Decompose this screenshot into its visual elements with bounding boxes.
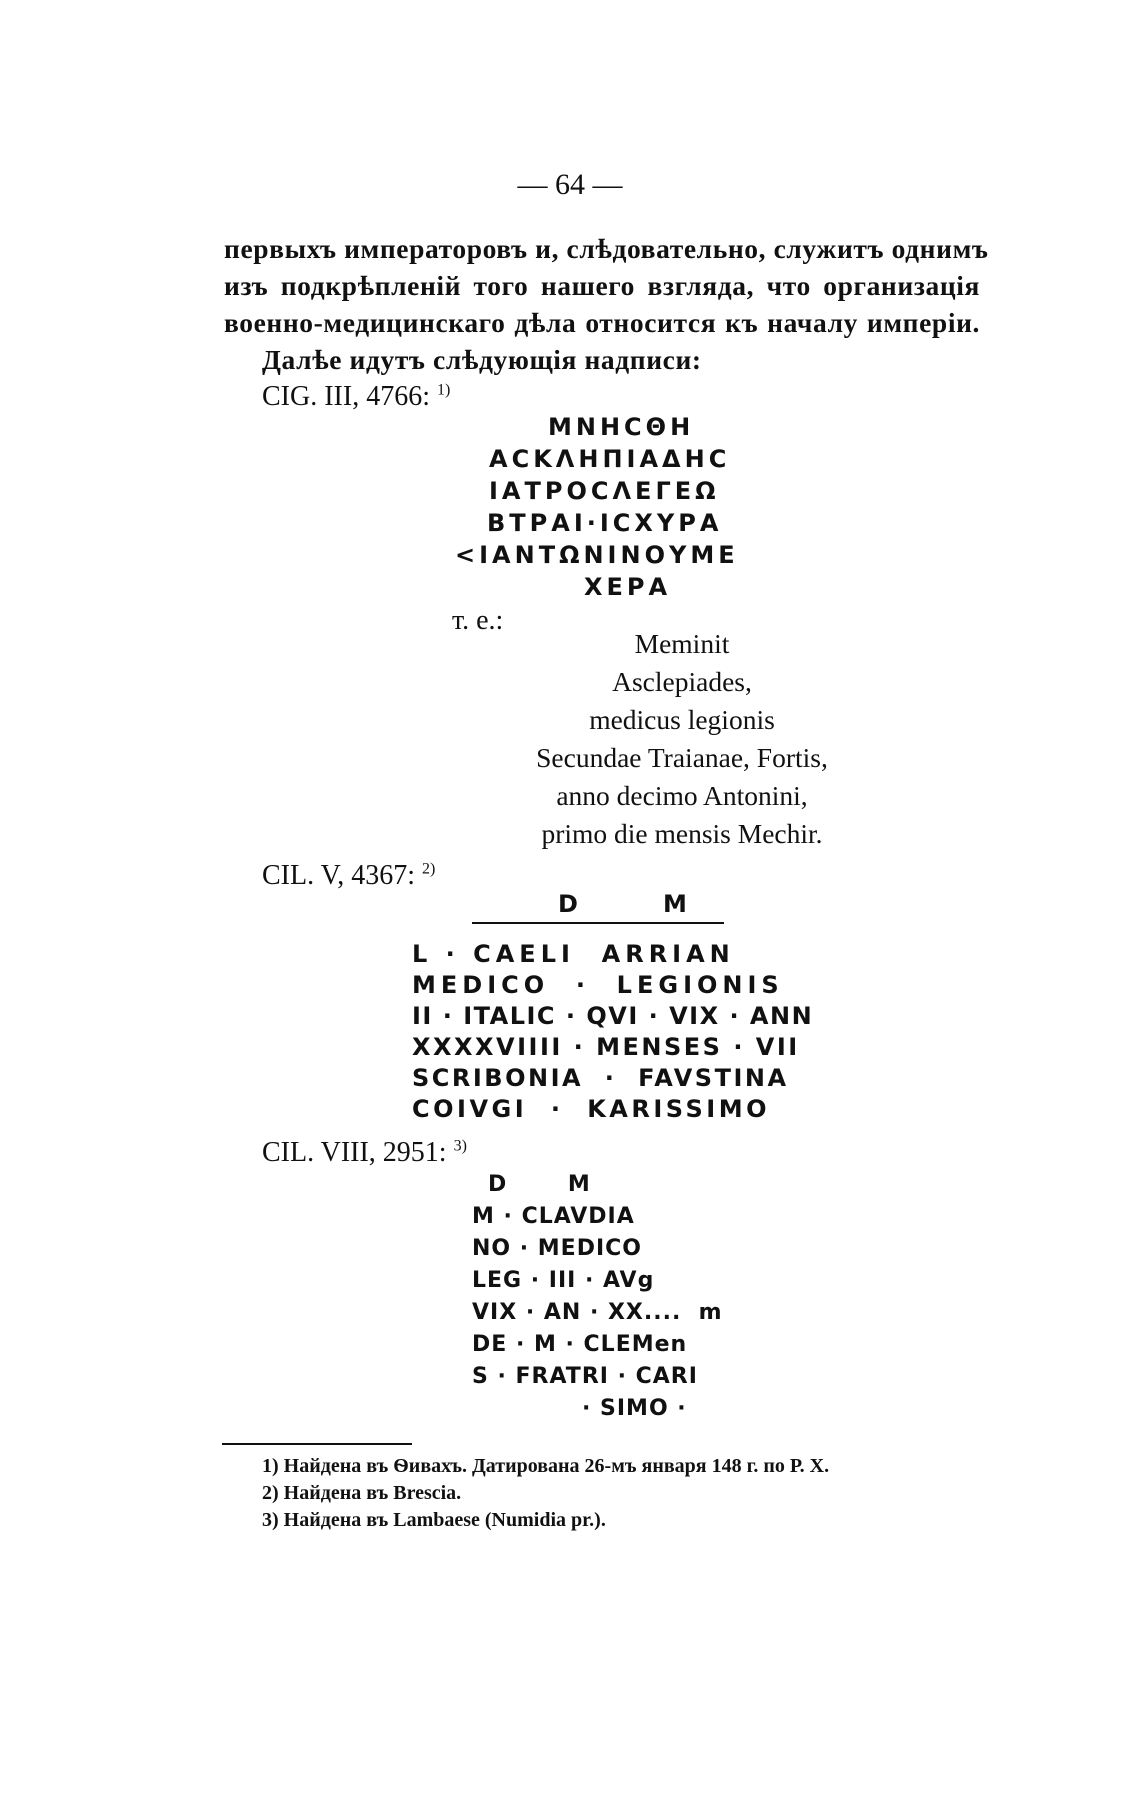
- inscription-reference: CIL. V, 4367:: [262, 860, 415, 891]
- inscription-heading: [262, 860, 435, 892]
- inscription-line: MEDICO · LEGIONIS: [412, 971, 784, 999]
- inscription-line: II · ITALIC · QVI · VIX · ANN: [412, 1002, 814, 1030]
- footnote-separator: [222, 1443, 412, 1445]
- body-text-line: Далѣе идутъ слѣдующія надписи:: [262, 344, 702, 375]
- inscription-line: D M: [488, 1172, 591, 1197]
- inscription-line: ΜΝΗϹΘΗ: [548, 413, 695, 441]
- inscription-line: <ΙΑΝΤΩΝΙΝΟΥΜΕ: [455, 541, 739, 569]
- inscription-line: ΑϹΚΛΗΠΙΑΔΗϹ: [489, 445, 731, 473]
- inscription-line: D M: [558, 890, 692, 918]
- inscription-line: L · CAELI ARRIAN: [412, 940, 735, 968]
- inscription-line: NO · MEDICO: [472, 1236, 643, 1261]
- inscription-line: SCRIBONIA · FAVSTINA: [412, 1064, 789, 1092]
- inscription-line: VIX · AN · XX.... m: [472, 1300, 723, 1325]
- body-text-line: первыхъ императоровъ и, слѣдовательно, служитъ однимъ: [224, 233, 989, 264]
- inscription-line: LEG · III · AVg: [472, 1268, 655, 1293]
- inscription-line: ΒΤΡΑΙ·ΙϹΧΥΡΑ: [487, 509, 723, 537]
- inscription-heading: [262, 1137, 467, 1169]
- footnote-mark: 2): [262, 1482, 279, 1504]
- translation-line: Meminit: [634, 628, 730, 659]
- translation-line: medicus legionis: [589, 704, 775, 735]
- inscription-line: ΧΕΡΑ: [584, 573, 672, 601]
- footnote-marker: 1): [436, 381, 451, 399]
- inscription-line: ΙΑΤΡΟϹΛΕΓΕΩ: [489, 477, 720, 505]
- inscription-line: · SIMO ·: [582, 1396, 687, 1421]
- inscription-rule: [472, 922, 724, 924]
- footnote-marker: 2): [422, 860, 436, 878]
- translation-line: primo die mensis Mechir.: [541, 818, 823, 849]
- footnote: [262, 1482, 461, 1505]
- inscription-line: COIVGI · KARISSIMO: [412, 1095, 770, 1123]
- translation-line: Secundae Traianae, Fortis,: [536, 742, 828, 773]
- footnote-marker: 3): [453, 1137, 467, 1155]
- inscription-reference: CIL. VIII, 2951:: [262, 1137, 447, 1168]
- body-text-line: изъ подкрѣпленій того нашего взгляда, что организація: [224, 270, 980, 301]
- inscription-reference: CIG. III, 4766:: [262, 381, 430, 412]
- footnote-text: Найдена въ Ѳивахъ. Датирована 26-мъ января 148 г. по Р. X.: [283, 1455, 830, 1477]
- footnote-text: Найдена въ Lambaese (Numidia pr.).: [283, 1509, 606, 1531]
- inscription-line: S · FRATRI · CARI: [472, 1364, 698, 1389]
- translation-line: Asclepiades,: [612, 666, 752, 697]
- translation-line: anno decimo Antonini,: [556, 780, 808, 811]
- inscription-line: XXXXVIIII · MENSES · VII: [412, 1033, 800, 1061]
- footnote-mark: 1): [262, 1455, 279, 1477]
- page-number: — 64 —: [517, 168, 623, 201]
- inscription-line: DE · M · CLEMen: [472, 1332, 688, 1357]
- inscription-heading: [262, 381, 450, 413]
- footnote: [262, 1455, 829, 1478]
- footnote-mark: 3): [262, 1509, 279, 1531]
- footnote-text: Найдена въ Brescia.: [283, 1482, 462, 1504]
- inscription-line: M · CLAVDIA: [472, 1204, 635, 1229]
- body-text-line: военно-медицинскаго дѣла относится къ началу имперіи.: [224, 307, 980, 338]
- footnote: [262, 1509, 606, 1532]
- ie-label: т. е.:: [452, 605, 504, 636]
